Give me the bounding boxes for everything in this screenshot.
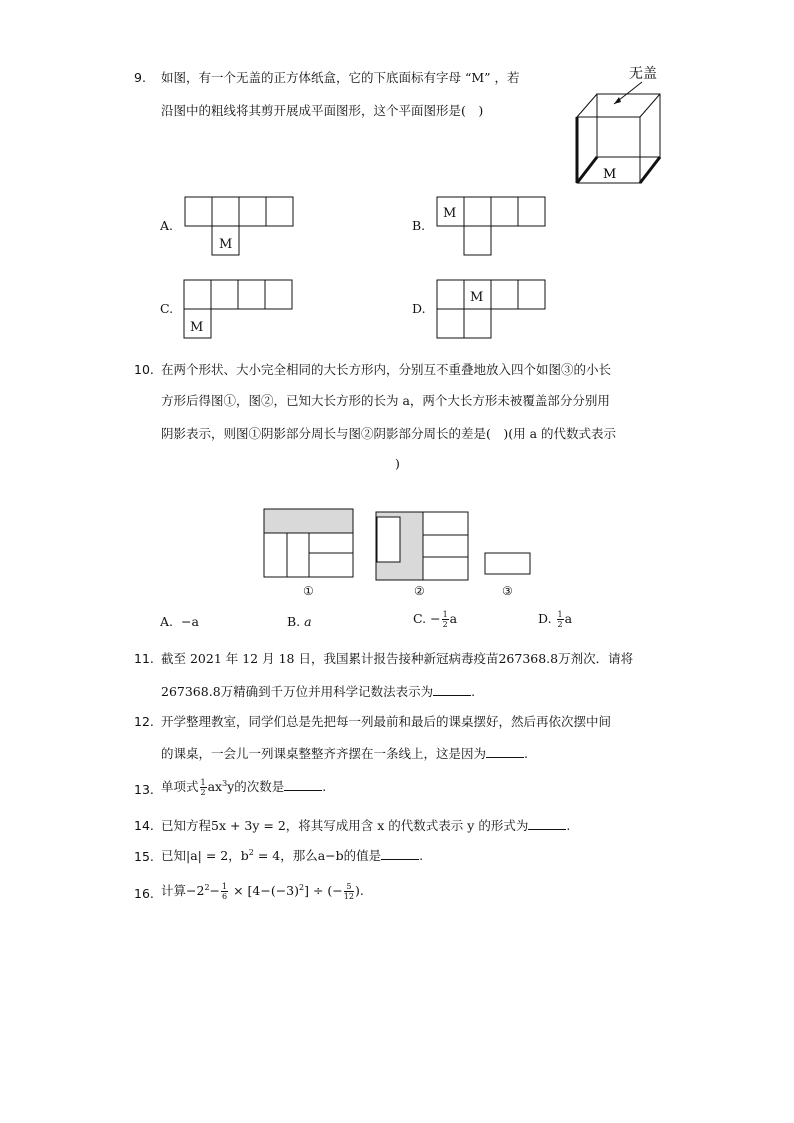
open-cube-figure xyxy=(570,60,670,190)
option-c-label: C. xyxy=(160,301,174,316)
q10-option-c: C. − $\frac{1}{2}$ a xyxy=(413,610,458,629)
net-option-c xyxy=(183,279,295,341)
question-number-15: 15. xyxy=(134,849,154,864)
question-12-text-line2: 的课桌，一会儿一列课桌整整齐齐摆在一条线上，这是因为 . xyxy=(161,746,528,761)
net-c-letter: M xyxy=(190,320,204,335)
face-letter: M xyxy=(603,167,617,182)
answer-blank[interactable] xyxy=(381,849,419,860)
question-12-text-line1: 开学整理教室，同学们总是先把每一列最前和最后的课桌摆好，然后再依次摆中间 xyxy=(161,714,612,729)
question-10-text-line3: 阴影表示，则图①阴影部分周长与图②阴影部分周长的差是( )(用 a 的代数式表示 xyxy=(161,426,617,441)
net-option-d xyxy=(436,279,548,341)
answer-blank[interactable] xyxy=(433,685,471,696)
question-number-12: 12. xyxy=(134,714,154,729)
question-16-text: 计算$-2^2-$ $\frac{1}{6}$ × $[4-(-3)^2]$ ÷ (− $\frac{5}{12}$ ). xyxy=(161,882,364,901)
question-number-11: 11. xyxy=(134,651,154,666)
question-15-text: 已知|a| = 2，$b^2 = 4$，那么a−b的值是 . xyxy=(161,847,424,863)
question-number-13: 13. xyxy=(134,782,154,797)
option-a-label: A. xyxy=(160,218,174,233)
q10-option-a: A. −a xyxy=(160,614,199,629)
question-11-text-line1: 截至 2021 年 12 月 18 日，我国累计报告接种新冠病毒疫苗267368.8万剂次．请将 xyxy=(161,651,634,666)
net-option-a xyxy=(184,196,296,258)
question-9-text-line1: 如图，有一个无盖的正方体纸盒，它的下底面标有字母 “M” ，若 xyxy=(161,70,520,85)
option-b-label: B. xyxy=(412,218,426,233)
answer-blank[interactable] xyxy=(284,780,322,791)
q10-option-d: D. $\frac{1}{2}$ a xyxy=(538,610,573,629)
question-number-14: 14. xyxy=(134,818,154,833)
question-9-text-line2: 沿图中的粗线将其剪开展成平面图形，这个平面图形是( ) xyxy=(161,103,484,118)
figure-3-label: ③ xyxy=(502,584,513,598)
answer-blank[interactable] xyxy=(486,747,524,758)
net-d-letter: M xyxy=(470,290,484,305)
question-number-10: 10. xyxy=(134,362,154,377)
net-a-letter: M xyxy=(219,237,233,252)
question-number-9: 9. xyxy=(134,70,146,85)
net-option-b xyxy=(436,196,548,258)
figure-3 xyxy=(484,552,532,576)
question-10-text-line4: ) xyxy=(395,456,400,471)
question-10-text-line2: 方形后得图①，图②，已知大长方形的长为 a，两个大长方形未被覆盖部分分别用 xyxy=(161,393,610,408)
question-14-text: 已知方程5x + 3y = 2，将其写成用含 x 的代数式表示 y 的形式为 . xyxy=(161,818,571,833)
question-11-text-line2: 267368.8万精确到千万位并用科学记数法表示为 . xyxy=(161,684,476,699)
q10-option-b: B. a xyxy=(287,614,312,629)
figure-1-label: ① xyxy=(303,584,314,598)
cube-label: 无盖 xyxy=(629,66,657,82)
answer-blank[interactable] xyxy=(528,819,566,830)
net-b-letter: M xyxy=(443,206,457,221)
question-10-text-line1: 在两个形状、大小完全相同的大长方形内，分别互不重叠地放入四个如图③的小长 xyxy=(161,362,612,377)
option-d-label: D. xyxy=(412,301,426,316)
figure-1 xyxy=(263,508,357,580)
figure-2 xyxy=(375,511,471,583)
question-number-16: 16. xyxy=(134,886,154,901)
figure-2-label: ② xyxy=(414,584,425,598)
question-13-text: 单项式 $\frac{1}{2}$ $ax^3y$的次数是 . xyxy=(161,778,327,797)
